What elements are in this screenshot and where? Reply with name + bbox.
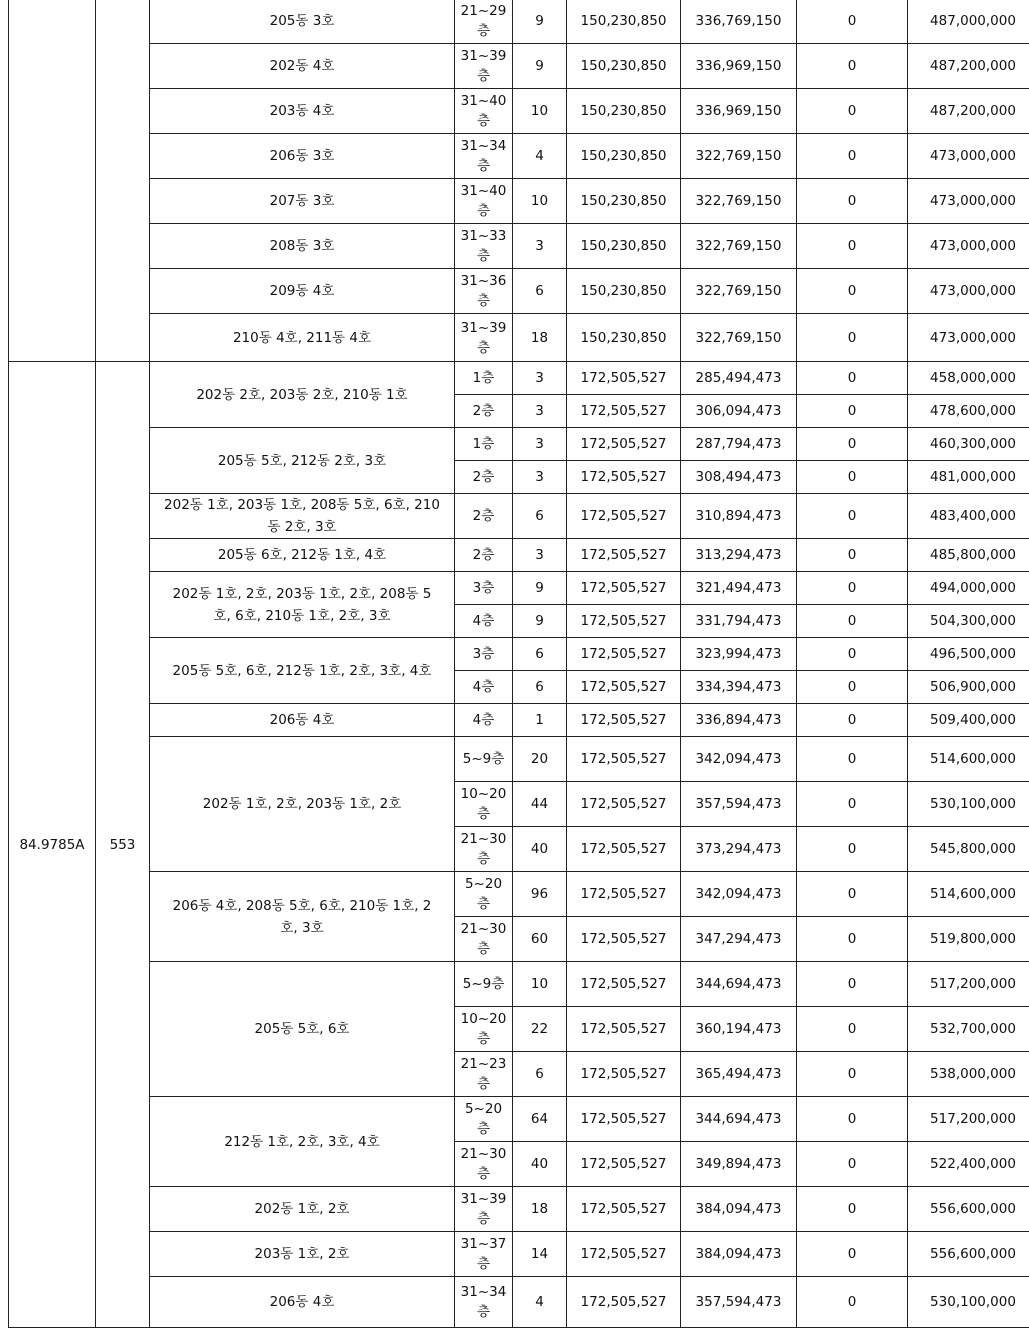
total-price-cell: 532,700,000: [908, 1007, 1029, 1052]
vat-cell: 0: [797, 224, 908, 269]
count-cell: 3: [513, 461, 567, 494]
table-row: [9, 134, 1029, 179]
total-price-cell: 506,900,000: [908, 671, 1029, 704]
price-table-body: [9, 0, 1029, 1328]
floor-cell: 21~30층: [455, 1142, 513, 1187]
land-price-cell: 172,505,527: [567, 671, 681, 704]
building-price-cell: 347,294,473: [681, 917, 797, 962]
count-cell: 64: [513, 1097, 567, 1142]
building-price-cell: 336,969,150: [681, 44, 797, 89]
unit-cell: 202동 4호: [150, 44, 455, 89]
table-row: [9, 44, 1029, 89]
count-cell: 9: [513, 605, 567, 638]
floor-cell: 4층: [455, 605, 513, 638]
table-row: [9, 179, 1029, 224]
count-cell: 4: [513, 134, 567, 179]
unit-cell: 205동 5호, 6호, 212동 1호, 2호, 3호, 4호: [150, 638, 455, 704]
total-price-cell: 473,000,000: [908, 224, 1029, 269]
land-price-cell: 172,505,527: [567, 1052, 681, 1097]
total-price-cell: 487,000,000: [908, 0, 1029, 44]
count-cell: 3: [513, 362, 567, 395]
land-price-cell: 172,505,527: [567, 962, 681, 1007]
total-price-cell: 473,000,000: [908, 269, 1029, 314]
total-price-cell: 473,000,000: [908, 314, 1029, 362]
building-price-cell: 344,694,473: [681, 1097, 797, 1142]
table-row: [9, 314, 1029, 362]
land-price-cell: 172,505,527: [567, 494, 681, 539]
total-price-cell: 545,800,000: [908, 827, 1029, 872]
vat-cell: 0: [797, 1277, 908, 1328]
land-price-cell: 172,505,527: [567, 782, 681, 827]
building-price-cell: 342,094,473: [681, 872, 797, 917]
floor-cell: 5~9층: [455, 737, 513, 782]
vat-cell: 0: [797, 134, 908, 179]
table-row: [9, 362, 1029, 395]
building-price-cell: 344,694,473: [681, 962, 797, 1007]
count-cell: 10: [513, 962, 567, 1007]
unit-cell: 212동 1호, 2호, 3호, 4호: [150, 1097, 455, 1187]
land-price-cell: 150,230,850: [567, 134, 681, 179]
floor-cell: 2층: [455, 494, 513, 539]
vat-cell: 0: [797, 1142, 908, 1187]
unit-cell: 206동 4호: [150, 704, 455, 737]
land-price-cell: 172,505,527: [567, 1142, 681, 1187]
total-price-cell: 509,400,000: [908, 704, 1029, 737]
building-price-cell: 322,769,150: [681, 269, 797, 314]
land-price-cell: 172,505,527: [567, 737, 681, 782]
vat-cell: 0: [797, 638, 908, 671]
vat-cell: 0: [797, 1232, 908, 1277]
building-price-cell: 336,769,150: [681, 0, 797, 44]
building-price-cell: 322,769,150: [681, 314, 797, 362]
floor-cell: 31~36층: [455, 269, 513, 314]
building-price-cell: 365,494,473: [681, 1052, 797, 1097]
floor-cell: 3층: [455, 572, 513, 605]
vat-cell: 0: [797, 962, 908, 1007]
unit-cell: 203동 1호, 2호: [150, 1232, 455, 1277]
land-price-cell: 172,505,527: [567, 827, 681, 872]
total-price-cell: 496,500,000: [908, 638, 1029, 671]
table-row: [9, 539, 1029, 572]
table-row: [9, 494, 1029, 539]
count-cell: 10: [513, 89, 567, 134]
count-cell: 9: [513, 0, 567, 44]
floor-cell: 31~40층: [455, 89, 513, 134]
total-price-cell: 481,000,000: [908, 461, 1029, 494]
total-price-cell: 473,000,000: [908, 134, 1029, 179]
total-price-cell: 556,600,000: [908, 1232, 1029, 1277]
unit-cell: 206동 4호: [150, 1277, 455, 1328]
total-price-cell: 519,800,000: [908, 917, 1029, 962]
vat-cell: 0: [797, 395, 908, 428]
vat-cell: 0: [797, 461, 908, 494]
count-cell: 60: [513, 917, 567, 962]
vat-cell: 0: [797, 269, 908, 314]
table-row: [9, 1097, 1029, 1142]
land-price-cell: 150,230,850: [567, 0, 681, 44]
count-cell: 18: [513, 1187, 567, 1232]
unit-cell: 205동 3호: [150, 0, 455, 44]
table-row: [9, 704, 1029, 737]
vat-cell: 0: [797, 362, 908, 395]
floor-cell: 31~39층: [455, 1187, 513, 1232]
count-cell: 6: [513, 494, 567, 539]
land-price-cell: 172,505,527: [567, 1187, 681, 1232]
count-cell: 40: [513, 1142, 567, 1187]
building-price-cell: 336,969,150: [681, 89, 797, 134]
building-price-cell: 384,094,473: [681, 1232, 797, 1277]
land-price-cell: 172,505,527: [567, 1007, 681, 1052]
table-row: [9, 89, 1029, 134]
vat-cell: 0: [797, 1097, 908, 1142]
floor-cell: 21~30층: [455, 917, 513, 962]
floor-cell: 1층: [455, 428, 513, 461]
floor-cell: 21~29층: [455, 0, 513, 44]
count-cell: 14: [513, 1232, 567, 1277]
total-price-cell: 460,300,000: [908, 428, 1029, 461]
unit-cell: 206동 4호, 208동 5호, 6호, 210동 1호, 2호, 3호: [150, 872, 455, 962]
land-price-cell: 150,230,850: [567, 89, 681, 134]
count-cell: 44: [513, 782, 567, 827]
vat-cell: 0: [797, 1007, 908, 1052]
floor-cell: 2층: [455, 395, 513, 428]
total-price-cell: 487,200,000: [908, 44, 1029, 89]
unit-cell: 203동 4호: [150, 89, 455, 134]
unit-cell: 207동 3호: [150, 179, 455, 224]
vat-cell: 0: [797, 1052, 908, 1097]
floor-cell: 10~20층: [455, 782, 513, 827]
building-price-cell: 313,294,473: [681, 539, 797, 572]
vat-cell: 0: [797, 782, 908, 827]
floor-cell: 2층: [455, 539, 513, 572]
floor-cell: 31~33층: [455, 224, 513, 269]
total-price-cell: 473,000,000: [908, 179, 1029, 224]
vat-cell: 0: [797, 737, 908, 782]
building-price-cell: 285,494,473: [681, 362, 797, 395]
count-cell: 3: [513, 428, 567, 461]
total-price-cell: 458,000,000: [908, 362, 1029, 395]
building-price-cell: 334,394,473: [681, 671, 797, 704]
building-price-cell: 357,594,473: [681, 782, 797, 827]
unit-cell: 205동 5호, 212동 2호, 3호: [150, 428, 455, 494]
total-price-cell: 494,000,000: [908, 572, 1029, 605]
land-price-cell: 150,230,850: [567, 44, 681, 89]
building-price-cell: 322,769,150: [681, 224, 797, 269]
count-cell: 3: [513, 224, 567, 269]
floor-cell: 31~34층: [455, 1277, 513, 1328]
building-price-cell: 349,894,473: [681, 1142, 797, 1187]
land-price-cell: 172,505,527: [567, 917, 681, 962]
floor-cell: 21~23층: [455, 1052, 513, 1097]
floor-cell: 3층: [455, 638, 513, 671]
vat-cell: 0: [797, 827, 908, 872]
building-price-cell: 287,794,473: [681, 428, 797, 461]
building-price-cell: 342,094,473: [681, 737, 797, 782]
vat-cell: 0: [797, 428, 908, 461]
vat-cell: 0: [797, 1187, 908, 1232]
building-price-cell: 336,894,473: [681, 704, 797, 737]
table-row: [9, 428, 1029, 461]
table-row: [9, 872, 1029, 917]
vat-cell: 0: [797, 314, 908, 362]
building-price-cell: 322,769,150: [681, 134, 797, 179]
building-price-cell: 323,994,473: [681, 638, 797, 671]
unit-cell: 205동 6호, 212동 1호, 4호: [150, 539, 455, 572]
table-row: [9, 224, 1029, 269]
land-price-cell: 150,230,850: [567, 224, 681, 269]
count-cell: 6: [513, 1052, 567, 1097]
building-price-cell: 310,894,473: [681, 494, 797, 539]
total-price-cell: 478,600,000: [908, 395, 1029, 428]
unit-cell: 210동 4호, 211동 4호: [150, 314, 455, 362]
table-row: [9, 1187, 1029, 1232]
floor-cell: 2층: [455, 461, 513, 494]
count-cell: 22: [513, 1007, 567, 1052]
building-price-cell: 308,494,473: [681, 461, 797, 494]
unit-cell: 202동 2호, 203동 2호, 210동 1호: [150, 362, 455, 428]
vat-cell: 0: [797, 605, 908, 638]
land-price-cell: 172,505,527: [567, 572, 681, 605]
table-row: [9, 962, 1029, 1007]
table-row: [9, 269, 1029, 314]
count-cell: 3: [513, 395, 567, 428]
type-cell-prev: [9, 0, 96, 362]
vat-cell: 0: [797, 704, 908, 737]
vat-cell: 0: [797, 671, 908, 704]
total-price-cell: 485,800,000: [908, 539, 1029, 572]
building-price-cell: 373,294,473: [681, 827, 797, 872]
total-price-cell: 530,100,000: [908, 1277, 1029, 1328]
vat-cell: 0: [797, 44, 908, 89]
vat-cell: 0: [797, 539, 908, 572]
unit-cell: 208동 3호: [150, 224, 455, 269]
building-price-cell: 384,094,473: [681, 1187, 797, 1232]
building-price-cell: 357,594,473: [681, 1277, 797, 1328]
land-price-cell: 172,505,527: [567, 704, 681, 737]
building-price-cell: 331,794,473: [681, 605, 797, 638]
land-price-cell: 172,505,527: [567, 872, 681, 917]
total-price-cell: 514,600,000: [908, 872, 1029, 917]
vat-cell: 0: [797, 872, 908, 917]
land-price-cell: 172,505,527: [567, 605, 681, 638]
households-cell-prev: [96, 0, 150, 362]
building-price-cell: 322,769,150: [681, 179, 797, 224]
land-price-cell: 172,505,527: [567, 1277, 681, 1328]
floor-cell: 5~20층: [455, 872, 513, 917]
floor-cell: 31~37층: [455, 1232, 513, 1277]
land-price-cell: 172,505,527: [567, 638, 681, 671]
total-price-cell: 504,300,000: [908, 605, 1029, 638]
floor-cell: 4층: [455, 704, 513, 737]
count-cell: 96: [513, 872, 567, 917]
land-price-cell: 172,505,527: [567, 539, 681, 572]
count-cell: 9: [513, 572, 567, 605]
building-price-cell: 360,194,473: [681, 1007, 797, 1052]
count-cell: 6: [513, 638, 567, 671]
total-price-cell: 517,200,000: [908, 962, 1029, 1007]
unit-cell: 202동 1호, 203동 1호, 208동 5호, 6호, 210동 2호, 3호: [150, 494, 455, 539]
land-price-cell: 172,505,527: [567, 428, 681, 461]
table-row: [9, 638, 1029, 671]
table-row: [9, 737, 1029, 782]
floor-cell: 10~20층: [455, 1007, 513, 1052]
floor-cell: 4층: [455, 671, 513, 704]
unit-cell: 206동 3호: [150, 134, 455, 179]
floor-cell: 31~40층: [455, 179, 513, 224]
floor-cell: 1층: [455, 362, 513, 395]
table-row: [9, 572, 1029, 605]
unit-cell: 202동 1호, 2호, 203동 1호, 2호, 208동 5호, 6호, 210동 1호, 2호, 3호: [150, 572, 455, 638]
total-price-cell: 487,200,000: [908, 89, 1029, 134]
land-price-cell: 172,505,527: [567, 362, 681, 395]
floor-cell: 31~39층: [455, 44, 513, 89]
unit-cell: 202동 1호, 2호, 203동 1호, 2호: [150, 737, 455, 872]
count-cell: 4: [513, 1277, 567, 1328]
land-price-cell: 172,505,527: [567, 1232, 681, 1277]
land-price-cell: 150,230,850: [567, 314, 681, 362]
floor-cell: 31~39층: [455, 314, 513, 362]
count-cell: 3: [513, 539, 567, 572]
total-price-cell: 517,200,000: [908, 1097, 1029, 1142]
table-row: [9, 1232, 1029, 1277]
land-price-cell: 150,230,850: [567, 179, 681, 224]
type-cell: 84.9785A: [9, 362, 96, 1328]
building-price-cell: 321,494,473: [681, 572, 797, 605]
land-price-cell: 172,505,527: [567, 395, 681, 428]
total-price-cell: 530,100,000: [908, 782, 1029, 827]
households-cell: 553: [96, 362, 150, 1328]
count-cell: 18: [513, 314, 567, 362]
vat-cell: 0: [797, 179, 908, 224]
price-table: [8, 0, 1029, 1328]
vat-cell: 0: [797, 494, 908, 539]
total-price-cell: 538,000,000: [908, 1052, 1029, 1097]
table-row: [9, 1277, 1029, 1328]
total-price-cell: 556,600,000: [908, 1187, 1029, 1232]
unit-cell: 209동 4호: [150, 269, 455, 314]
vat-cell: 0: [797, 0, 908, 44]
vat-cell: 0: [797, 917, 908, 962]
count-cell: 6: [513, 671, 567, 704]
floor-cell: 5~20층: [455, 1097, 513, 1142]
count-cell: 1: [513, 704, 567, 737]
count-cell: 20: [513, 737, 567, 782]
building-price-cell: 306,094,473: [681, 395, 797, 428]
unit-cell: 205동 5호, 6호: [150, 962, 455, 1097]
floor-cell: 31~34층: [455, 134, 513, 179]
total-price-cell: 483,400,000: [908, 494, 1029, 539]
unit-cell: 202동 1호, 2호: [150, 1187, 455, 1232]
land-price-cell: 172,505,527: [567, 1097, 681, 1142]
land-price-cell: 150,230,850: [567, 269, 681, 314]
count-cell: 9: [513, 44, 567, 89]
count-cell: 10: [513, 179, 567, 224]
floor-cell: 21~30층: [455, 827, 513, 872]
total-price-cell: 522,400,000: [908, 1142, 1029, 1187]
vat-cell: 0: [797, 89, 908, 134]
floor-cell: 5~9층: [455, 962, 513, 1007]
table-row: [9, 0, 1029, 44]
total-price-cell: 514,600,000: [908, 737, 1029, 782]
count-cell: 6: [513, 269, 567, 314]
vat-cell: 0: [797, 572, 908, 605]
count-cell: 40: [513, 827, 567, 872]
land-price-cell: 172,505,527: [567, 461, 681, 494]
